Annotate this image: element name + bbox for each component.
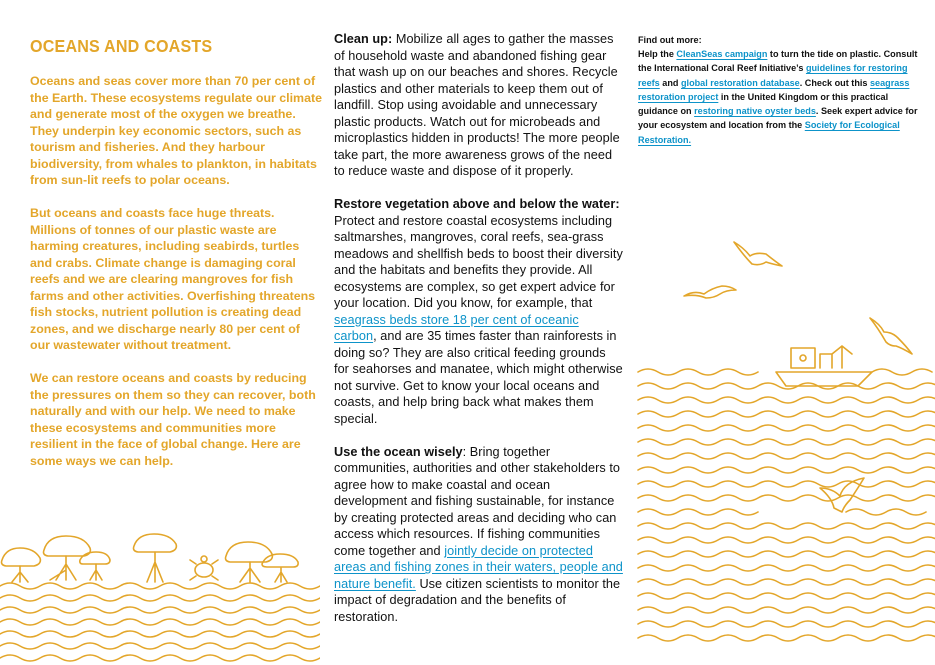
- find-out-more-heading: Find out more:: [638, 35, 702, 45]
- restore-text-2: , and are 35 times faster than rainforests in doing so? They are also critical feeding grounds for seahorses and manatee, which might otherwise not survive. Get to know your local oceans and coasts, and help bring back what makes them special.: [334, 329, 623, 426]
- resources-text-1: Help the: [638, 49, 677, 59]
- wisely-section: [334, 444, 624, 626]
- cleanup-heading: Clean up:: [334, 32, 393, 46]
- resources-text-3: and: [659, 77, 681, 88]
- intro-paragraph-2: But oceans and coasts face huge threats. Millions of tonnes of our plastic waste are harming creatures, including seabirds, turtles and crabs. Climate change is damaging coral reefs and we are clearing mangroves for fish farms and other activities. Overfishing threatens fish stocks, nutrient pollution is creating dead zones, and we discharge nearly 80 per cent of our wastewater without treatment.: [30, 206, 316, 352]
- ocean-illustration: [636, 230, 935, 665]
- seagull-icon: [734, 242, 782, 266]
- boat-icon: [776, 346, 872, 386]
- waves-pattern: [0, 583, 320, 661]
- wisely-heading: Use the ocean wisely: [334, 444, 463, 459]
- waves-pattern: [638, 369, 935, 641]
- seagrass-project-link[interactable]: seagrass restoration project: [638, 77, 910, 102]
- mangrove-tree-icon: [226, 542, 299, 582]
- resources-text-5: in the United Kingdom or this practical guidance on: [638, 91, 889, 117]
- intro-paragraph-1: Oceans and seas cover more than 70 per cent of the Earth. These ecosystems regulate our climate and generate most of the oxygen we breathe. They underpin key economic sectors, such as tourism and fisheries. And they harbour biodiversity, from whales to plankton, in habitats from sun-lit reefs to polar oceans.: [30, 74, 322, 187]
- turtle-icon: [190, 556, 218, 580]
- mangrove-tree-icon: [2, 548, 41, 582]
- restore-heading: Restore vegetation above and below the water:: [334, 197, 620, 211]
- mangrove-wave-illustration: [0, 520, 320, 665]
- page-title: OCEANS AND COASTS: [30, 36, 213, 56]
- ser-link[interactable]: Society for Ecological Restoration.: [638, 120, 900, 145]
- oyster-beds-link[interactable]: restoring native oyster beds: [694, 106, 816, 117]
- mangrove-tree-icon: [44, 536, 111, 580]
- resources-text-2: to turn the tide on plastic. Consult the International Coral Reef Initiative’s: [638, 49, 918, 74]
- intro-column: [30, 36, 322, 486]
- wisely-text-2: Use citizen scientists to monitor the impact of degradation and the benefits of restoration.: [334, 576, 621, 624]
- resources-text-6: . Seek expert advice for your ecosystem and location from the: [638, 106, 918, 131]
- reef-guidelines-link[interactable]: guidelines for restoring reefs: [638, 63, 908, 88]
- restore-section: [334, 196, 624, 427]
- cleanup-section: [334, 31, 624, 180]
- seagull-icon: [684, 286, 736, 298]
- resources-text: [638, 47, 924, 147]
- cleanup-text: Mobilize all ages to gather the masses of household waste and abandoned fishing gear that wash up on our beaches and shores. Recycle plastics and other materials to keep them out of landfill. Stop using avoidable and unnecessary plastic products. Watch out for microbeads and microplastics hidden in products! The more people take part, the more awareness grows of the need to reduce waste and dispose of it properly.: [334, 32, 620, 178]
- mangrove-tree-icon: [134, 534, 177, 582]
- protected-areas-link[interactable]: jointly decide on protected areas and fishing zones in their waters, people and nature benefit.: [334, 543, 623, 591]
- actions-column: [334, 31, 624, 642]
- resources-text-4: . Check out this: [799, 77, 870, 88]
- restore-text: Protect and restore coastal ecosystems including saltmarshes, mangroves, coral reefs, sea-grass meadows and shellfish beds to boost their diversity and the habitats and benefits they provide. All ecosystems are complex, so get expert advice for your location. Did you know, for example, that: [334, 213, 623, 310]
- wisely-text: : Bring together communities, authorities and other stakeholders to agree how to make coastal and ocean development and fishing sustainable, for instance by creating protected areas and deciding who can access which resources. If fishing communities come together and: [334, 444, 621, 558]
- restoration-database-link[interactable]: global restoration database: [680, 77, 800, 88]
- cleanseas-link[interactable]: CleanSeas campaign: [676, 49, 768, 59]
- resources-column: [638, 33, 924, 147]
- seagrass-carbon-link[interactable]: seagrass beds store 18 per cent of oceanic carbon: [334, 312, 579, 343]
- intro-paragraph-3: We can restore oceans and coasts by reducing the pressures on them so they can recover, both naturally and with our help. We need to make these ecosystems and communities more resilient in the face of global change. Here are some ways we can help.: [30, 371, 316, 468]
- seagull-icon: [870, 318, 912, 354]
